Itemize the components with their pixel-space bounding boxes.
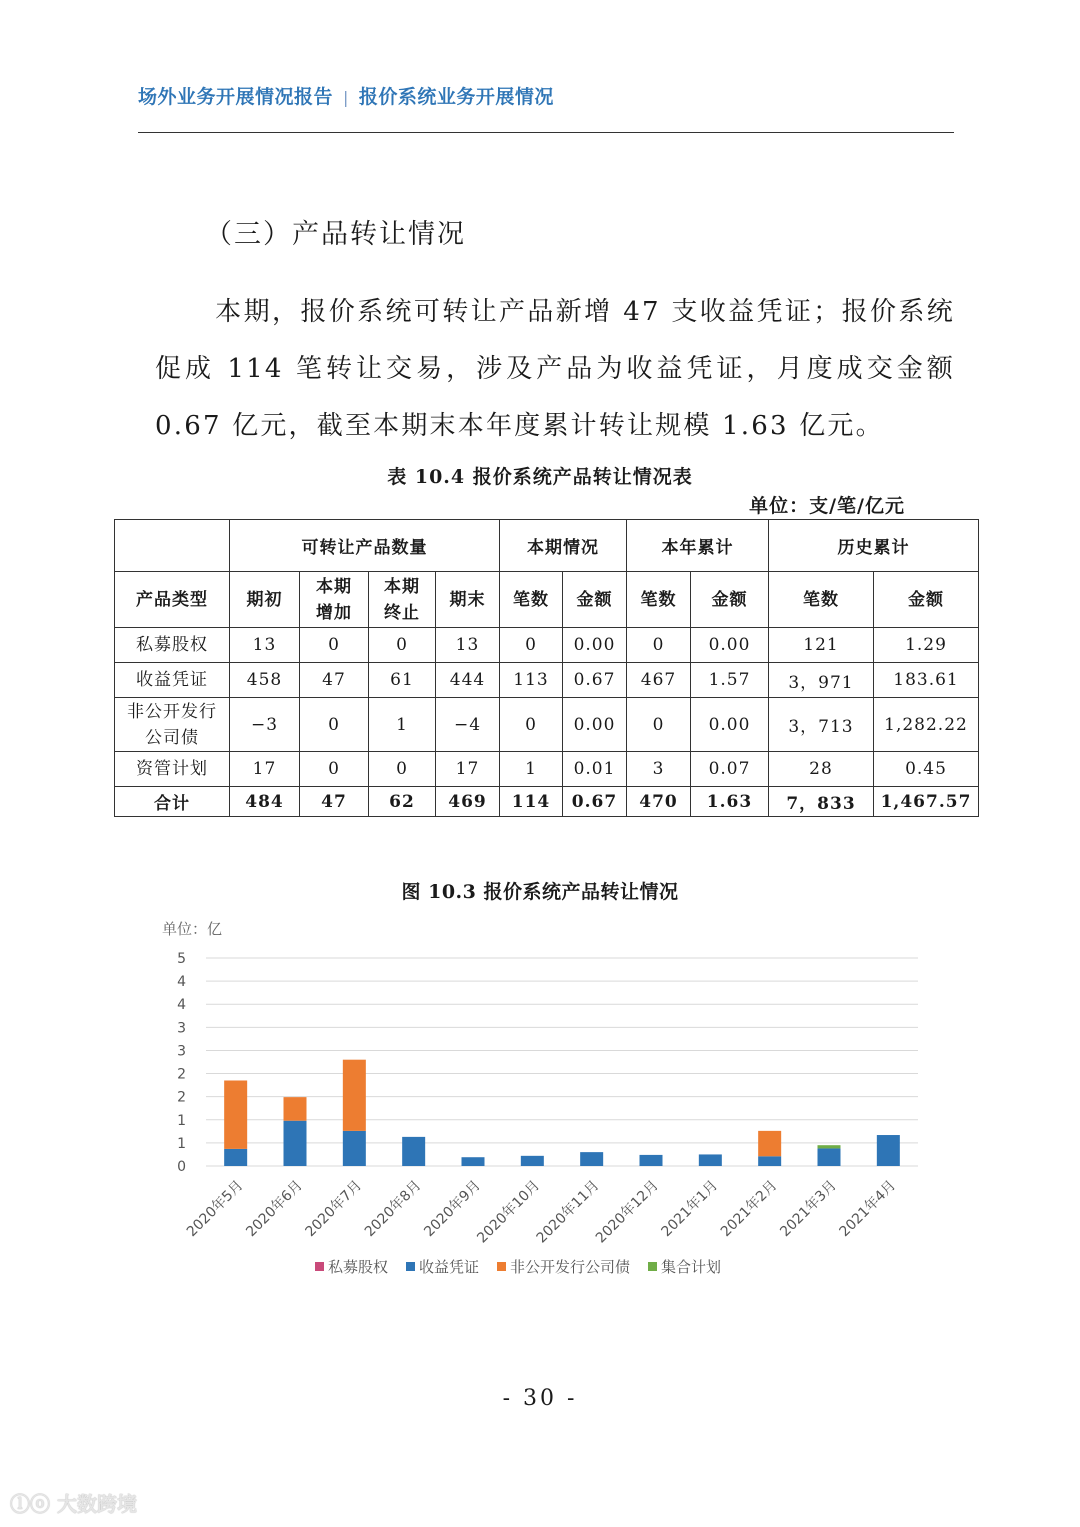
sub-header-cell: 金额 <box>691 572 769 628</box>
header-section-title: 报价系统业务开展情况 <box>358 86 554 108</box>
table-cell: 3 <box>627 752 691 787</box>
table-sub-header-row <box>115 572 979 628</box>
sub-header-cell: 产品类型 <box>115 572 230 628</box>
table-caption: 表 10.4 报价系统产品转让情况表 <box>387 466 693 488</box>
bar-segment <box>580 1152 603 1166</box>
watermark <box>10 1488 137 1517</box>
total-cell: 484 <box>230 787 300 817</box>
legend-entry: 私募股权 <box>328 1258 389 1276</box>
bar-segment <box>284 1121 307 1166</box>
table-cell: 0 <box>500 628 563 663</box>
table-cell: 17 <box>230 752 300 787</box>
total-cell: 7，833 <box>769 787 874 817</box>
table-cell: 0 <box>300 752 369 787</box>
x-tick-label: 2020年5月 <box>183 1177 247 1241</box>
figure-caption: 图 10.3 报价系统产品转让情况 <box>401 881 679 903</box>
row-label-cell: 私募股权 <box>115 628 230 663</box>
table-cell: 458 <box>230 663 300 698</box>
x-tick-label: 2020年7月 <box>302 1177 366 1241</box>
header-rule <box>138 132 954 133</box>
table-cell: 0.45 <box>874 752 979 787</box>
table-cell: 1,282.22 <box>874 698 979 752</box>
legend-swatch <box>315 1262 324 1271</box>
legend-entry: 收益凭证 <box>419 1258 480 1276</box>
y-tick-label: 3 <box>177 1043 186 1060</box>
x-tick-label: 2020年10月 <box>474 1177 544 1247</box>
table-total-row <box>115 787 979 817</box>
total-cell: 47 <box>300 787 369 817</box>
transfer-table <box>114 519 979 817</box>
x-tick-label: 2021年4月 <box>836 1177 900 1241</box>
y-tick-label: 2 <box>177 1066 186 1083</box>
sub-header-cell: 本期 增加 <box>300 572 369 628</box>
bar-segment <box>402 1137 425 1166</box>
bar-segment <box>284 1097 307 1121</box>
x-tick-label: 2020年8月 <box>361 1177 425 1241</box>
table-cell: 121 <box>769 628 874 663</box>
table-cell: 0.00 <box>691 628 769 663</box>
table-cell: 0.00 <box>691 698 769 752</box>
table-cell: 0.07 <box>691 752 769 787</box>
table-cell: −4 <box>436 698 500 752</box>
sub-header-cell: 期末 <box>436 572 500 628</box>
running-header <box>138 82 554 109</box>
table-cell: 28 <box>769 752 874 787</box>
table-cell: 113 <box>500 663 563 698</box>
total-cell: 1.63 <box>691 787 769 817</box>
total-cell: 1,467.57 <box>874 787 979 817</box>
bar-segment <box>224 1149 247 1166</box>
table-cell: 0.00 <box>563 698 627 752</box>
table-cell: 0.00 <box>563 628 627 663</box>
x-tick-label: 2021年3月 <box>777 1177 840 1241</box>
table-cell: 183.61 <box>874 663 979 698</box>
table-cell: 0 <box>369 628 436 663</box>
body-paragraph-text: 本期，报价系统可转让产品新增 47 支收益凭证；报价系统促成 114 笔转让交易，涉及产品为收益凭证，月度成交金额 0.67 亿元，截至本期末本年度累计转让规模 1.63 亿元。 <box>155 297 955 441</box>
bar-segment <box>343 1060 366 1131</box>
y-tick-label: 3 <box>177 1020 186 1037</box>
total-cell: 114 <box>500 787 563 817</box>
table-cell: 13 <box>436 628 500 663</box>
section-title: （三）产品转让情况 <box>205 219 466 250</box>
total-cell: 0.67 <box>563 787 627 817</box>
bar-segment <box>640 1155 663 1166</box>
y-tick-label: 1 <box>177 1112 186 1129</box>
legend-swatch <box>648 1262 657 1271</box>
row-label-cell: 收益凭证 <box>115 663 230 698</box>
group-header: 本年累计 <box>627 520 769 572</box>
x-tick-label: 2020年12月 <box>592 1177 662 1247</box>
total-label-cell: 合计 <box>115 787 230 817</box>
table-cell: 1.29 <box>874 628 979 663</box>
sub-header-cell: 本期 终止 <box>369 572 436 628</box>
bar-segment <box>758 1156 781 1166</box>
table-cell: 1 <box>500 752 563 787</box>
bar-segment <box>224 1080 247 1148</box>
sub-header-cell: 笔数 <box>500 572 563 628</box>
y-tick-label: 5 <box>177 951 186 967</box>
table-cell: 61 <box>369 663 436 698</box>
table-corner-cell <box>115 520 230 572</box>
x-tick-label: 2021年2月 <box>717 1177 781 1241</box>
table-cell: 0 <box>300 698 369 752</box>
table-group-header-row <box>115 520 979 572</box>
legend-swatch <box>406 1262 415 1271</box>
y-tick-label: 2 <box>177 1089 186 1106</box>
sub-header-cell: 笔数 <box>627 572 691 628</box>
bar-segment <box>343 1131 366 1166</box>
transfer-chart <box>150 910 940 1300</box>
total-cell: 62 <box>369 787 436 817</box>
bar-segment <box>818 1148 841 1166</box>
table-cell: 0 <box>627 698 691 752</box>
table-cell: 444 <box>436 663 500 698</box>
y-tick-label: 4 <box>177 997 186 1014</box>
y-axis-label: 单位：亿 <box>162 920 223 938</box>
y-tick-label: 4 <box>177 974 186 991</box>
table-cell: 13 <box>230 628 300 663</box>
legend-entry: 集合计划 <box>661 1258 722 1276</box>
y-tick-label: 1 <box>177 1135 186 1152</box>
table-cell: 0 <box>500 698 563 752</box>
sub-header-cell: 笔数 <box>769 572 874 628</box>
sub-header-cell: 金额 <box>563 572 627 628</box>
table-cell: 0 <box>627 628 691 663</box>
table-cell: 47 <box>300 663 369 698</box>
table-cell: 1 <box>369 698 436 752</box>
x-tick-label: 2020年6月 <box>243 1177 306 1241</box>
body-paragraph <box>155 284 955 455</box>
table-row <box>115 752 979 787</box>
page-number: - 30 - <box>502 1386 578 1411</box>
sub-header-cell: 金额 <box>874 572 979 628</box>
table-cell: 3，713 <box>769 698 874 752</box>
table-row <box>115 663 979 698</box>
x-tick-label: 2021年1月 <box>658 1177 722 1241</box>
table-row <box>115 628 979 663</box>
table-unit: 单位：支/笔/亿元 <box>749 495 905 517</box>
legend-entry: 非公开发行公司债 <box>510 1258 631 1276</box>
x-tick-label: 2020年9月 <box>421 1177 484 1241</box>
row-label-cell: 资管计划 <box>115 752 230 787</box>
watermark-logo-icon: ⓛⓞ <box>10 1492 50 1516</box>
table-cell: 17 <box>436 752 500 787</box>
bar-segment <box>462 1157 485 1166</box>
y-tick-label: 0 <box>177 1159 186 1175</box>
group-header: 可转让产品数量 <box>230 520 500 572</box>
table-cell: 1.57 <box>691 663 769 698</box>
table-cell: 0 <box>300 628 369 663</box>
table-cell: −3 <box>230 698 300 752</box>
bar-segment <box>521 1156 544 1166</box>
table-cell: 0.01 <box>563 752 627 787</box>
sub-header-cell: 期初 <box>230 572 300 628</box>
row-label-cell: 非公开发行 公司债 <box>115 698 230 752</box>
table-cell: 0.67 <box>563 663 627 698</box>
table-row <box>115 698 979 752</box>
header-separator: | <box>343 88 349 107</box>
total-cell: 469 <box>436 787 500 817</box>
bar-segment <box>699 1154 722 1166</box>
group-header: 本期情况 <box>500 520 627 572</box>
total-cell: 470 <box>627 787 691 817</box>
table-cell: 467 <box>627 663 691 698</box>
x-tick-label: 2020年11月 <box>533 1177 603 1247</box>
table-cell: 0 <box>369 752 436 787</box>
bar-segment <box>818 1145 841 1148</box>
bar-segment <box>758 1131 781 1156</box>
table-cell: 3，971 <box>769 663 874 698</box>
watermark-text: 大数跨境 <box>56 1492 137 1516</box>
header-report-title: 场外业务开展情况报告 <box>138 86 334 108</box>
group-header: 历史累计 <box>769 520 979 572</box>
legend-swatch <box>497 1262 506 1271</box>
bar-segment <box>877 1135 900 1166</box>
